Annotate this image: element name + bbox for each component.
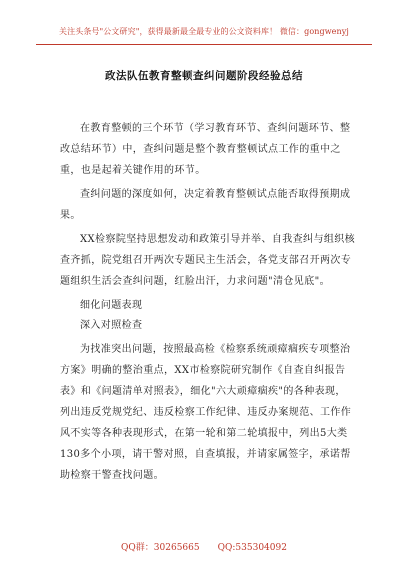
subheading-in-depth-check: 深入对照检查 <box>80 320 143 331</box>
document-title: 政法队伍教育整顿查纠问题阶段经验总结 <box>105 70 303 82</box>
paragraph-4: 为找准突出问题，按照最高检《检察系统顽瘴痼疾专项整治方案》明确的整治重点，XX市检察院研究制作《自查自纠报告表》和《问题清单对照表》，细化"六大顽瘴痼疾"的各种表现，列出违反党规党纪、违反检察工作纪律、违反办案规范、工作作风不实等各种表现形式，在第一轮和第二轮填报中，列出5大类130多个小项，请干警对照，自查填报，并请家属签字，承诺帮助检察干警查找问题。 <box>60 344 352 481</box>
footer-contact <box>0 540 408 553</box>
paragraph-2: 查纠问题的深度如何，决定着教育整顿试点能否取得预期成果。 <box>60 189 351 221</box>
qq-group-text: QQ群：30265665 <box>121 543 200 553</box>
qq-text: QQ:535304092 <box>217 543 287 553</box>
paragraph-1: 在教育整顿的三个环节（学习教育环节、查纠问题环节、整改总结环节）中，查纠问题是整个教育整顿试点工作的重中之重，也是起着关键作用的环节。 <box>60 123 351 176</box>
subheading-refine-problems: 细化问题表现 <box>80 300 143 311</box>
document-body <box>60 118 356 486</box>
header-divider <box>36 44 372 45</box>
paragraph-3: XX检察院坚持思想发动和政策引导并举、自我查纠与组织核查齐抓，院党组召开两次专题民主生活会，各党支部召开两次专题组织生活会查纠问题，红脸出汗，力求问题"清仓见底"。 <box>60 234 356 287</box>
header-banner: 关注头条号"公文研究"，获得最新最全最专业的公文资料库！ 微信：gongwenyj <box>59 27 349 36</box>
